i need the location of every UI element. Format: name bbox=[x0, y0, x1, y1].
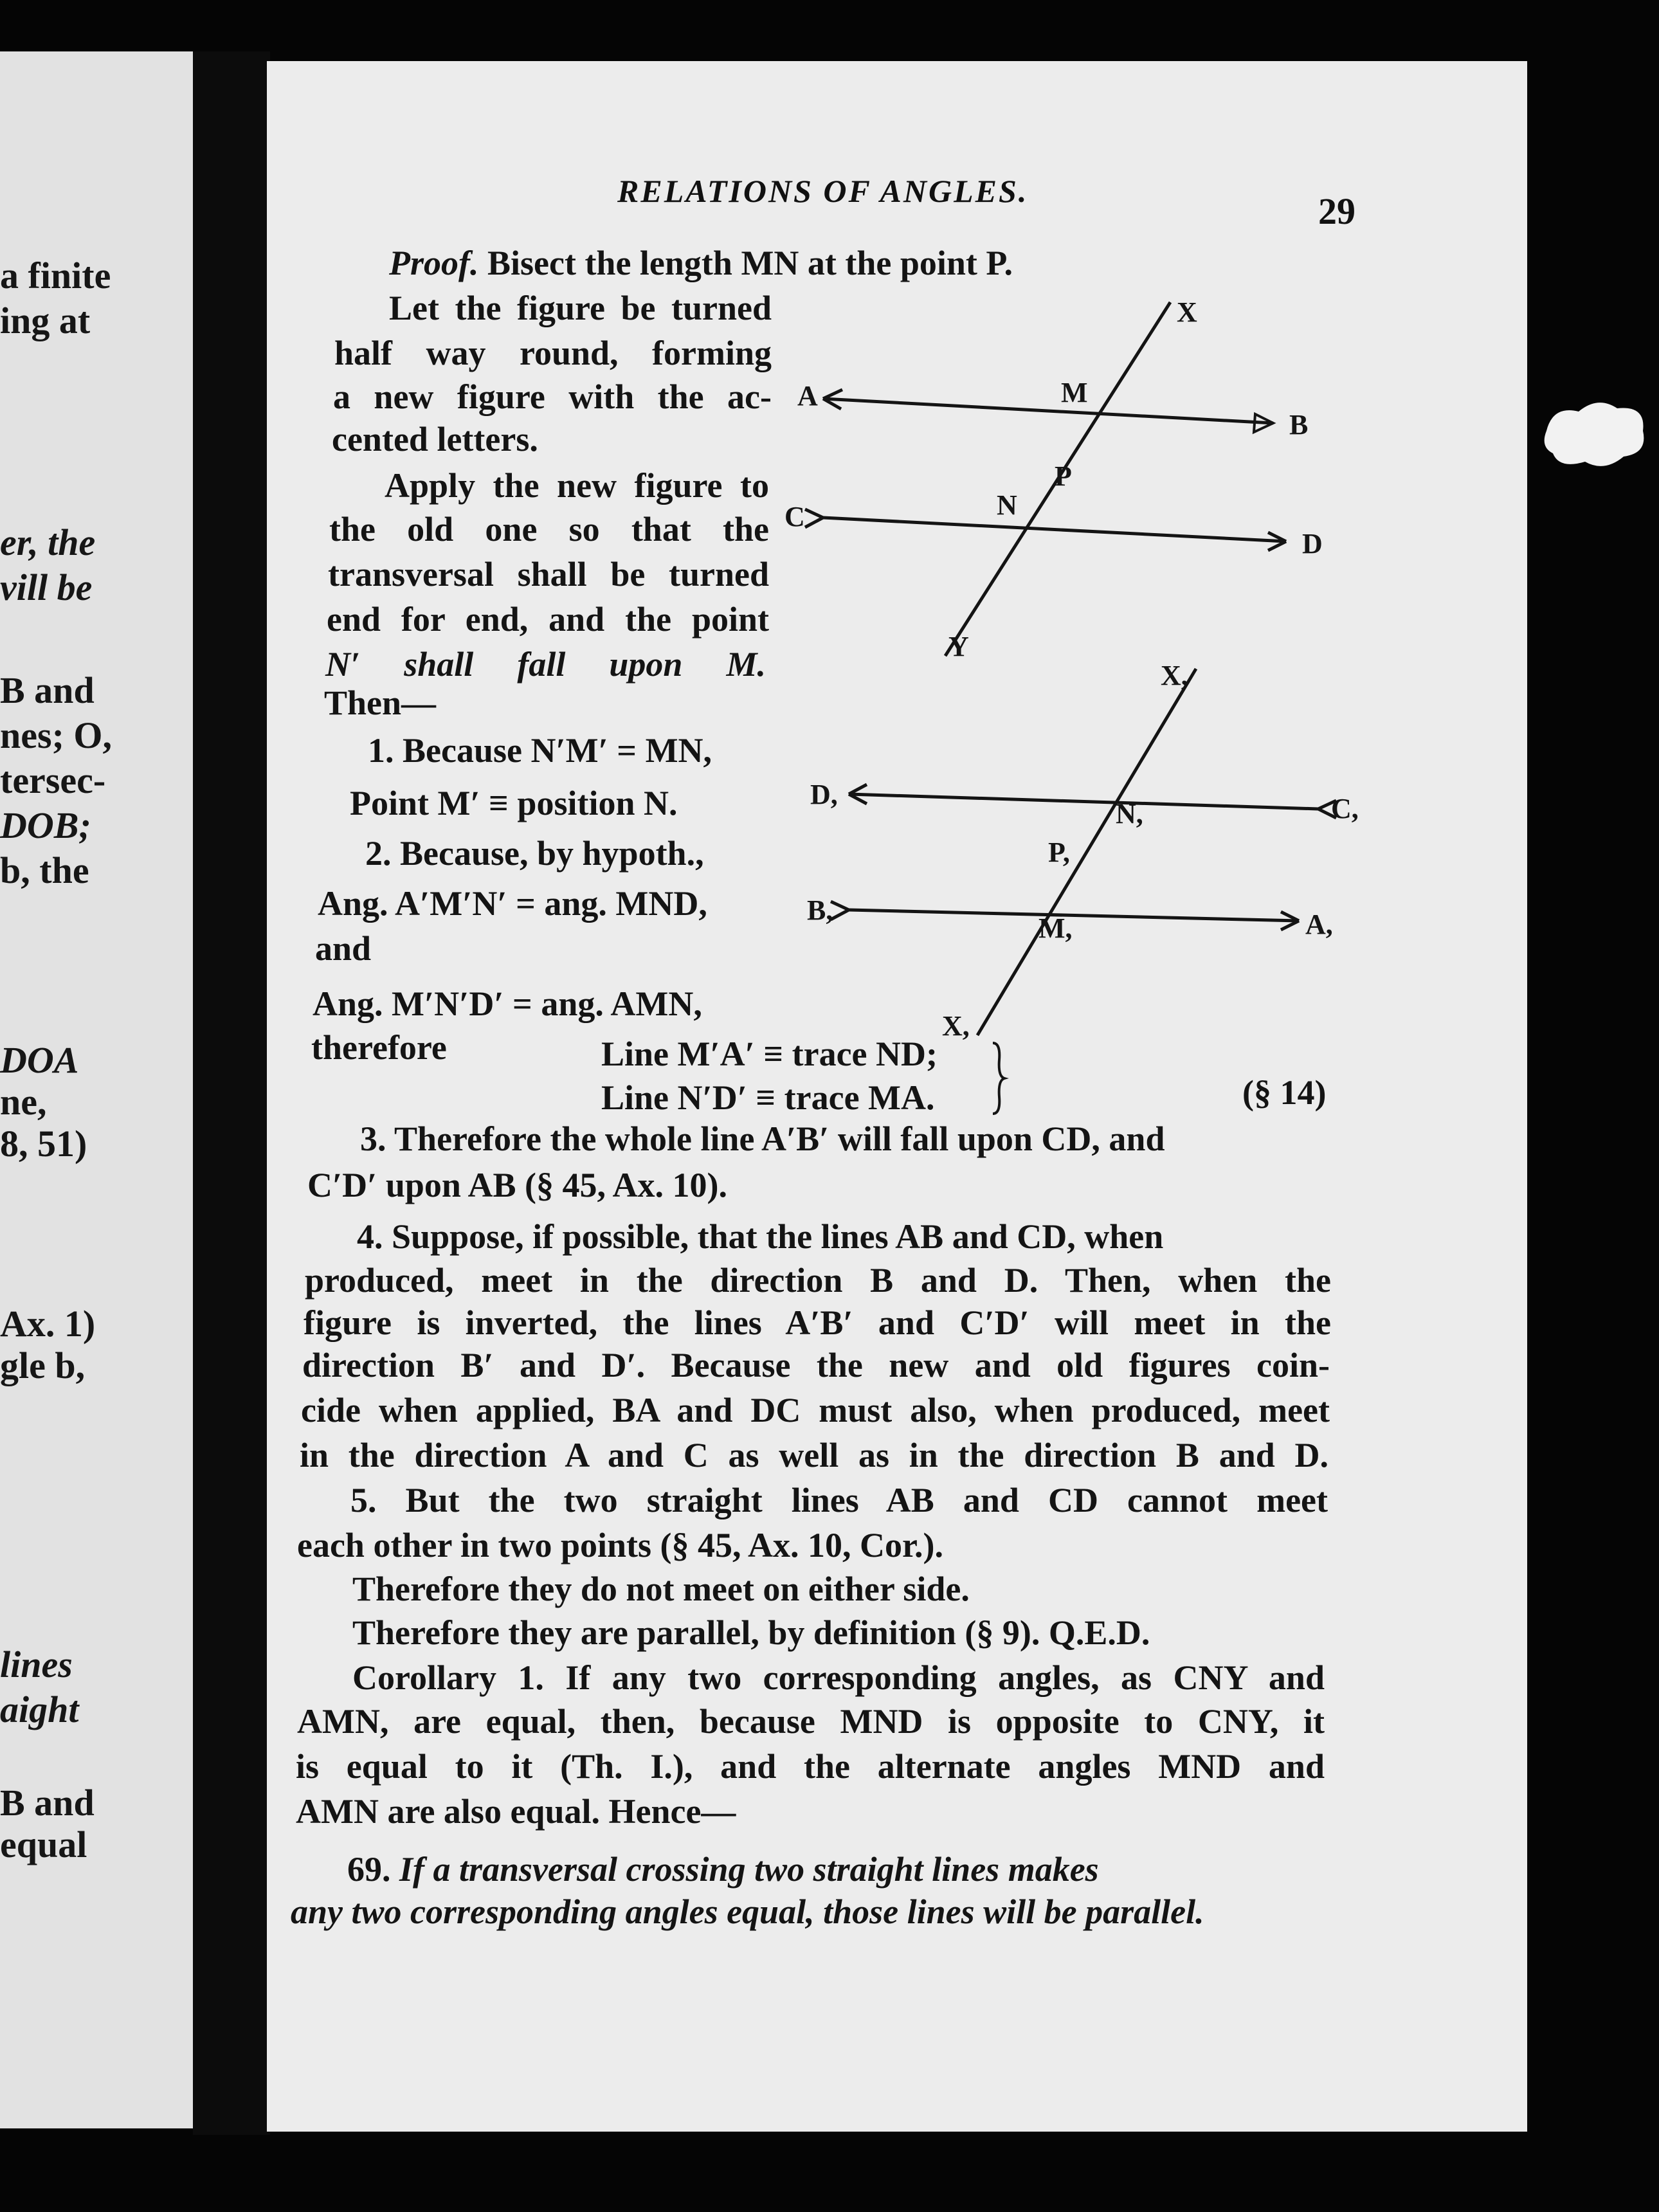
left-fragment: Ax. 1) bbox=[0, 1303, 96, 1345]
proof-narrow-line: Then— bbox=[324, 684, 437, 722]
left-fragment: vill be bbox=[0, 567, 93, 608]
proof-narrow-line: half way round, forming bbox=[334, 334, 772, 372]
proof-wide-line: Therefore they do not meet on either side. bbox=[352, 1570, 970, 1608]
proof-wide-line: 5. But the two straight lines AB and CD cannot meet bbox=[350, 1481, 1328, 1519]
proof-wide-line: Corollary 1. If any two corresponding angles, as CNY and bbox=[352, 1658, 1325, 1697]
proof-step: therefore bbox=[311, 1028, 447, 1067]
proof-wide-line: cide when applied, BA and DC must also, when produced, meet bbox=[301, 1391, 1330, 1429]
line-dc bbox=[849, 794, 1318, 809]
proof-wide-line: AMN are also equal. Hence— bbox=[296, 1792, 736, 1831]
page-number: 29 bbox=[1318, 190, 1355, 232]
figure-parallel-lines bbox=[784, 289, 1370, 675]
line-cd bbox=[823, 518, 1286, 541]
figure-label: N, bbox=[1116, 798, 1143, 830]
proof-wide-line: 4. Suppose, if possible, that the lines AB and CD, when bbox=[357, 1217, 1164, 1256]
proof-step: Ang. M′N′D′ = ang. AMN, bbox=[313, 984, 702, 1023]
transversal-line bbox=[977, 669, 1196, 1035]
left-fragment: DOA bbox=[0, 1039, 79, 1081]
proof-step: Point M′ ≡ position N. bbox=[350, 784, 678, 822]
left-fragment: ne, bbox=[0, 1081, 47, 1123]
proof-wide-line: each other in two points (§ 45, Ax. 10, Cor.). bbox=[297, 1526, 944, 1564]
theorem-text: If a transversal crossing two straight lines makes bbox=[399, 1850, 1099, 1889]
figure-inverted bbox=[791, 656, 1370, 1055]
proof-first-line bbox=[389, 246, 1148, 280]
proof-narrow-line: Let the figure be turned bbox=[389, 289, 772, 327]
figure-label: M, bbox=[1038, 912, 1073, 944]
figure-label: P bbox=[1055, 460, 1072, 492]
left-fragment: er, the bbox=[0, 521, 96, 563]
proof-wide-line: figure is inverted, the lines A′B′ and C′D′ will meet in the bbox=[304, 1303, 1331, 1342]
proof-wide-line: 3. Therefore the whole line A′B′ will fall upon CD, and bbox=[360, 1120, 1165, 1158]
figure-label: A, bbox=[1305, 909, 1333, 940]
figure-label: C, bbox=[1331, 793, 1359, 824]
proof-narrow-line: cented letters. bbox=[332, 420, 538, 458]
figure-label: P, bbox=[1048, 837, 1070, 868]
proof-narrow-line: a new figure with the ac- bbox=[333, 377, 772, 416]
arrow-b-prime bbox=[831, 902, 849, 920]
left-fragment: aight bbox=[0, 1689, 79, 1730]
figure-label: X, bbox=[1161, 660, 1188, 691]
proof-wide-line: AMN, are equal, then, because MND is opposite to CNY, it bbox=[297, 1702, 1325, 1741]
left-fragment: b, the bbox=[0, 849, 89, 891]
figure-label: B, bbox=[807, 894, 833, 926]
figure-label: B bbox=[1289, 409, 1309, 440]
line-ab bbox=[823, 399, 1273, 423]
proof-first-sentence: Bisect the length MN at the point P. bbox=[487, 244, 1013, 282]
left-fragment: lines bbox=[0, 1644, 73, 1685]
figure-label: D bbox=[1302, 528, 1323, 559]
figure-label: A bbox=[797, 380, 818, 412]
theorem-line bbox=[347, 1852, 1325, 1887]
figure-label: X, bbox=[942, 1010, 970, 1042]
left-fragment: gle b, bbox=[0, 1345, 86, 1386]
line-conclusion: Line N′D′ ≡ trace MA. bbox=[601, 1078, 935, 1117]
proof-narrow-line: transversal shall be turned bbox=[328, 555, 769, 594]
left-fragment: a finite bbox=[0, 255, 111, 296]
left-fragment: equal bbox=[0, 1824, 87, 1865]
proof-narrow-line: end for end, and the point bbox=[327, 600, 769, 639]
figure-label: M bbox=[1061, 377, 1088, 408]
proof-narrow-line: N′ shall fall upon M. bbox=[325, 645, 766, 684]
left-fragment: nes; O, bbox=[0, 714, 112, 756]
paper-blot bbox=[1540, 392, 1649, 476]
book-spine bbox=[193, 51, 270, 2135]
proof-wide-line: Therefore they are parallel, by definition (§ 9). Q.E.D. bbox=[352, 1613, 1150, 1652]
proof-wide-line: C′D′ upon AB (§ 45, Ax. 10). bbox=[307, 1166, 727, 1204]
proof-narrow-line: the old one so that the bbox=[329, 510, 769, 548]
theorem-number: 69. bbox=[347, 1850, 391, 1889]
left-fragment: B and bbox=[0, 1782, 95, 1824]
left-fragment: DOB; bbox=[0, 804, 91, 846]
left-fragment: tersec- bbox=[0, 759, 106, 801]
theorem-line: any two corresponding angles equal, those lines will be parallel. bbox=[291, 1892, 1204, 1931]
figure-label: X bbox=[1177, 296, 1197, 328]
figure-label: C bbox=[784, 501, 805, 532]
proof-wide-line: direction B′ and D′. Because the new and old figures coin- bbox=[302, 1346, 1330, 1384]
proof-step: and bbox=[315, 929, 372, 968]
proof-label: Proof. bbox=[389, 244, 479, 282]
section-reference: (§ 14) bbox=[1242, 1073, 1327, 1112]
left-fragment: 8, 51) bbox=[0, 1123, 87, 1165]
proof-wide-line: in the direction A and C as well as in the direction B and D. bbox=[300, 1436, 1328, 1474]
line-conclusion: Line M′A′ ≡ trace ND; bbox=[601, 1035, 938, 1073]
running-title: RELATIONS OF ANGLES. bbox=[617, 173, 1029, 209]
proof-narrow-line: Apply the new figure to bbox=[385, 466, 769, 505]
proof-step: 1. Because N′M′ = MN, bbox=[368, 731, 712, 770]
arrow-c bbox=[805, 509, 823, 527]
figure-label: D, bbox=[810, 779, 838, 810]
figure-label: N bbox=[997, 489, 1017, 521]
line-ba bbox=[849, 910, 1299, 921]
proof-wide-line: produced, meet in the direction B and D. Then, when the bbox=[305, 1261, 1331, 1300]
left-fragment: ing at bbox=[0, 300, 91, 341]
left-fragment: B and bbox=[0, 669, 95, 711]
proof-step: Ang. A′M′N′ = ang. MND, bbox=[318, 884, 707, 923]
proof-step: 2. Because, by hypoth., bbox=[365, 834, 704, 873]
figure-label: Y bbox=[948, 631, 969, 662]
proof-wide-line: is equal to it (Th. I.), and the alternate angles MND and bbox=[296, 1747, 1325, 1786]
